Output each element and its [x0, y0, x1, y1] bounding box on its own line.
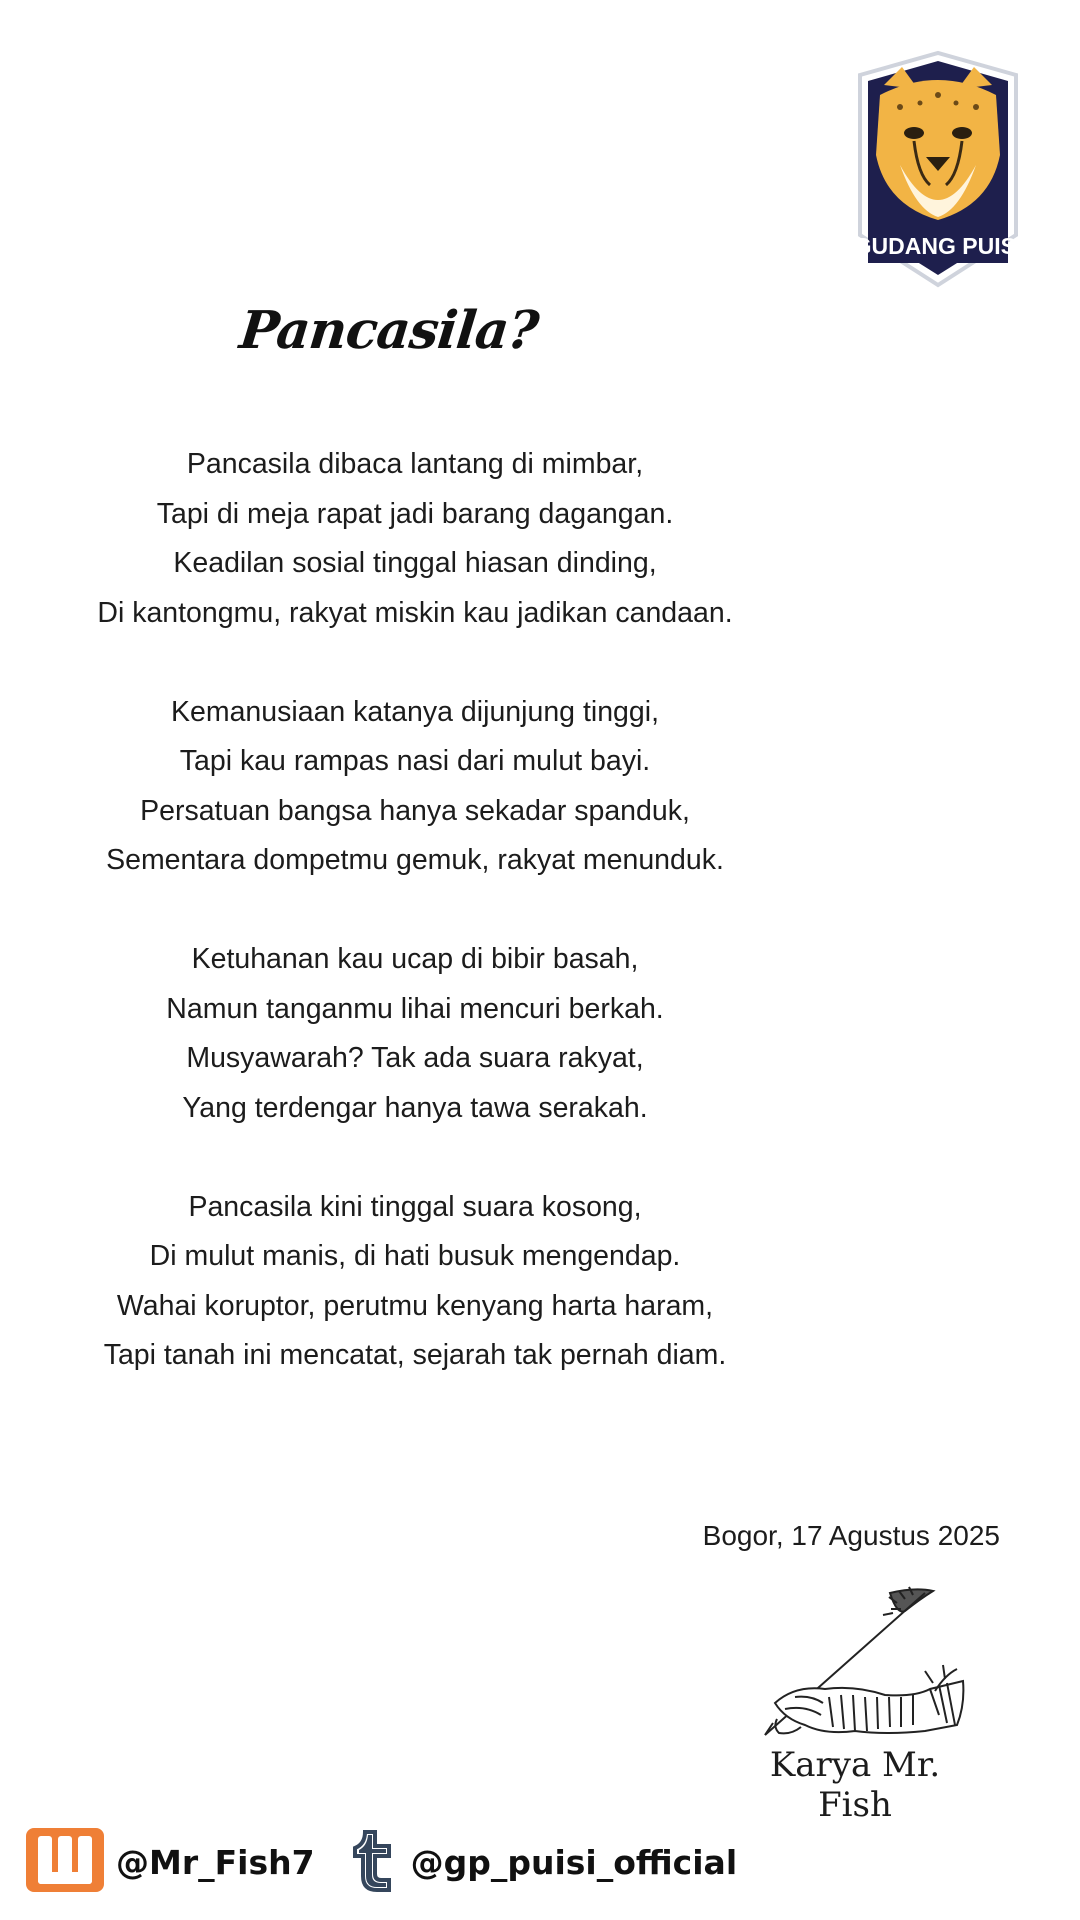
poem-line: Keadilan sosial tinggal hiasan dinding,: [173, 547, 657, 579]
poem-line: Yang terdengar hanya tawa serakah.: [182, 1091, 648, 1124]
quill-hand-illustration: [725, 1585, 975, 1745]
stanza: [0, 440, 830, 638]
poem-line: Di kantongmu, rakyat miskin kau jadikan candaan.: [97, 596, 733, 629]
poem-line: Tapi tanah ini mencatat, sejarah tak pernah diam.: [103, 1339, 727, 1371]
poem-line: Di mulut manis, di hati busuk mengendap.: [149, 1240, 681, 1272]
poem-line: Pancasila dibaca lantang di mimbar,: [186, 448, 644, 480]
social-tumblr[interactable]: [351, 1828, 738, 1896]
tumblr-handle: @gp_puisi_official: [410, 1842, 738, 1882]
social-links: [26, 1830, 773, 1894]
poem-line: Kemanusiaan katanya dijunjung tinggi,: [170, 695, 659, 728]
stanza: [0, 1183, 830, 1381]
poem-line: Tapi kau rampas nasi dari mulut bayi.: [179, 745, 651, 777]
poem-line: Pancasila kini tinggal suara kosong,: [188, 1190, 642, 1223]
poem-line: Tapi di meja rapat jadi barang dagangan.: [156, 497, 674, 530]
tumblr-icon: [351, 1828, 399, 1896]
poem-line: Persatuan bangsa hanya sekadar spanduk,: [140, 794, 690, 827]
poem-line: Ketuhanan kau ucap di bibir basah,: [191, 943, 639, 975]
poem-title: Pancasila?: [236, 300, 541, 361]
author-signature: Karya Mr. Fish: [769, 1745, 941, 1825]
poem-line: Wahai koruptor, perutmu kenyang harta haram,: [116, 1289, 714, 1322]
place-date: Bogor, 17 Agustus 2025: [702, 1520, 1000, 1551]
gudang-puisi-logo: [840, 45, 1036, 295]
social-wattpad[interactable]: [26, 1828, 315, 1896]
poem-line: Namun tanganmu lihai mencuri berkah.: [166, 992, 664, 1025]
poem-line: Musyawarah? Tak ada suara rakyat,: [186, 1042, 644, 1074]
wattpad-icon: [26, 1828, 104, 1896]
poem-line: Sementara dompetmu gemuk, rakyat menunduk.: [106, 844, 724, 876]
wattpad-handle: @Mr_Fish7: [116, 1842, 315, 1882]
poem-body: [0, 440, 830, 1381]
svg-text:GUDANG PUISI: GUDANG PUISI: [853, 233, 1023, 259]
stanza: [0, 935, 830, 1133]
stanza: [0, 688, 830, 886]
